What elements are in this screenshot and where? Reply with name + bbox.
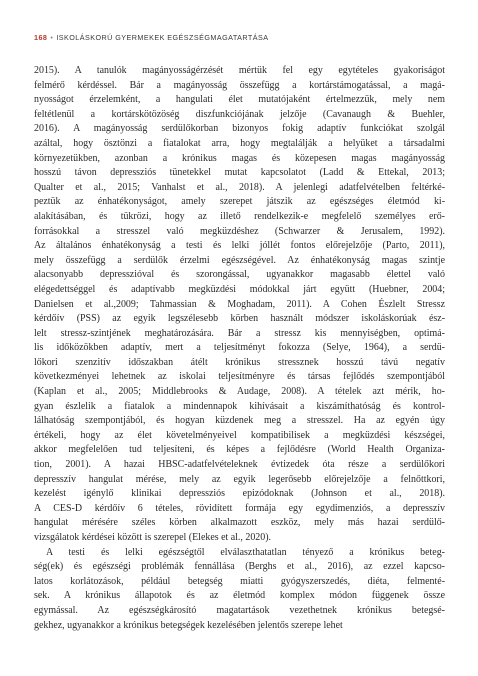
text-line: tion, 2001). A hazai HBSC-adatfelvételeknek évtizedek óta része a serdülőkori bbox=[34, 459, 445, 471]
text-line: akkor megfelelően tud teljesíteni, és képes a fejlődésre (World Health Organiza- bbox=[34, 444, 445, 456]
text-line: gyan észlelik a fiatalok a mindennapok kihívásait a kiszámíthatóság és kontrol- bbox=[34, 400, 445, 412]
text-line: környezetükben, azonban a krónikus magas és közepesen magas magányosság bbox=[34, 152, 445, 164]
text-line: vizsgálatok kérdései között is szerepel (Elekes et al., 2020). bbox=[34, 532, 272, 543]
text-line: kérdőív (PSS) az egyik legszélesebb körben használt módszer iskoláskorúak ész- bbox=[34, 313, 445, 325]
body-text bbox=[34, 64, 445, 633]
header-separator: • bbox=[50, 33, 54, 42]
text-line: felmérő kérdéssel. Bár a magányosság összefügg a kortárstámogatással, a magá- bbox=[34, 79, 445, 91]
page-number: 168 bbox=[34, 33, 48, 42]
text-line: sek. A krónikus állapotok és az életmód komplex módon függenek össze bbox=[34, 590, 445, 602]
text-line: nyosságot érzelemként, a hangulati élet mutatójaként értelmezzük, mely nem bbox=[34, 94, 445, 106]
text-line: forrásokkal a stresszel való megküzdéshez (Schwarzer & Jerusalem, 1992). bbox=[34, 225, 445, 237]
text-line: következményei lehetnek az iskolai teljesítményre és társas fejlődés szempontjából bbox=[34, 371, 445, 383]
text-line: (Kaplan et al., 2005; Middlebrooks & Audage, 2008). A tételek azt mérik, ho- bbox=[34, 386, 445, 398]
text-line: lálhatóság szempontjából, és hogyan küzdenek meg a stresszel. Ha az egyén úgy bbox=[34, 415, 445, 427]
text-line: Qualter et al., 2015; Vanhalst et al., 2018). A jelenlegi adatfelvételben feltérké- bbox=[34, 181, 445, 193]
text-line: ség(ek) és egészségi problémák fennállása (Berghs et al., 2016), az ezzel kapcso- bbox=[34, 561, 445, 573]
text-line: 2016). A magányosság serdülőkorban bizonyos fokig adaptív funkciókat szolgál bbox=[34, 123, 445, 135]
text-line: alacsonyabb depresszióval és szorongással, ugyanakkor magasabb élettel való bbox=[34, 269, 445, 281]
text-line: A testi és lelki egészségtől elválaszthatatlan tényező a krónikus beteg- bbox=[46, 546, 445, 558]
text-line: peztük az énhatékonyságot, amely szerepet játszik az egészséges életmód ki- bbox=[34, 196, 445, 208]
text-line: lis időközökben adaptív, mert a teljesítményt fokozza (Selye, 1964), a serdü- bbox=[34, 342, 445, 354]
text-line: A CES-D kérdőív 6 tételes, rövidített formája egy egydimenziós, a depresszív bbox=[34, 502, 445, 514]
paragraph bbox=[34, 546, 445, 634]
text-line: egymással. Az egészségkárosító magatartások vezethetnek krónikus betegsé- bbox=[34, 604, 445, 616]
text-line: hosszú távon depressziós tünetekkel mutat kapcsolatot (Ladd & Ettekal, 2013; bbox=[34, 167, 445, 179]
header-title: ISKOLÁSKORÚ GYERMEKEK EGÉSZSÉGMAGATARTÁSA bbox=[56, 33, 269, 42]
text-line: feltétlenül a kortárskötözöség diszfunkciójának jelzője (Cavanaugh & Buehler, bbox=[34, 108, 445, 120]
text-line: gekhez, ugyanakkor a krónikus betegségek kezelésében jelentős szerepe lehet bbox=[34, 619, 343, 631]
text-line: 2015). A tanulók magányosságérzését mértük fel egy egytételes gyakoriságot bbox=[34, 65, 445, 76]
text-line: Danielsen et al.,2009; Tahmassian & Moghadam, 2011). A Cohen Észlelt Stressz bbox=[34, 298, 445, 310]
text-line: depresszív hangulat mérése, mely az egyik legerősebb előrejelzője a felnőttkori, bbox=[34, 473, 445, 485]
text-line: latos korlátozások, például betegség miatti gyógyszerszedés, diéta, felmenté- bbox=[34, 575, 445, 587]
text-line: Az általános énhatékonyság a testi és lelki jóllét fontos előrejelzője (Parto, 2011), bbox=[34, 240, 445, 252]
text-line: kezelést igénylő klinikai depressziós epizódoknak (Johnson et al., 2018). bbox=[34, 488, 445, 500]
text-line: értékeli, hogy az élet követelményeivel kompatibilisek a megküzdési készségei, bbox=[34, 429, 445, 441]
text-line: lőkori szenzitív időszakban átélt krónikus stressznek hosszú távú negatív bbox=[34, 356, 445, 368]
text-line: mely összefügg a serdülők érzelmi egészségével. Az énhatékonyság magas szintje bbox=[34, 254, 445, 266]
paragraph bbox=[34, 64, 445, 546]
text-line: lelt stressz-szintjének meghatározására. Bár a stressz kis mennyiségben, optimá- bbox=[34, 327, 445, 339]
running-header bbox=[34, 33, 268, 42]
text-line: azáltal, hogy ösztönzi a fiatalokat arra, hogy megtalálják a helyüket a társadalmi bbox=[34, 137, 445, 149]
text-line: hangulat mérésére széles körben alkalmazott eszköz, mely más hazai serdülő- bbox=[34, 517, 445, 529]
text-line: alakításában, és tükrözi, hogy az illető rendelkezik-e megfelelő személyes erő- bbox=[34, 210, 445, 222]
text-line: elégedettséggel és adaptívabb megküzdési módokkal járt együtt (Huebner, 2004; bbox=[34, 283, 445, 295]
